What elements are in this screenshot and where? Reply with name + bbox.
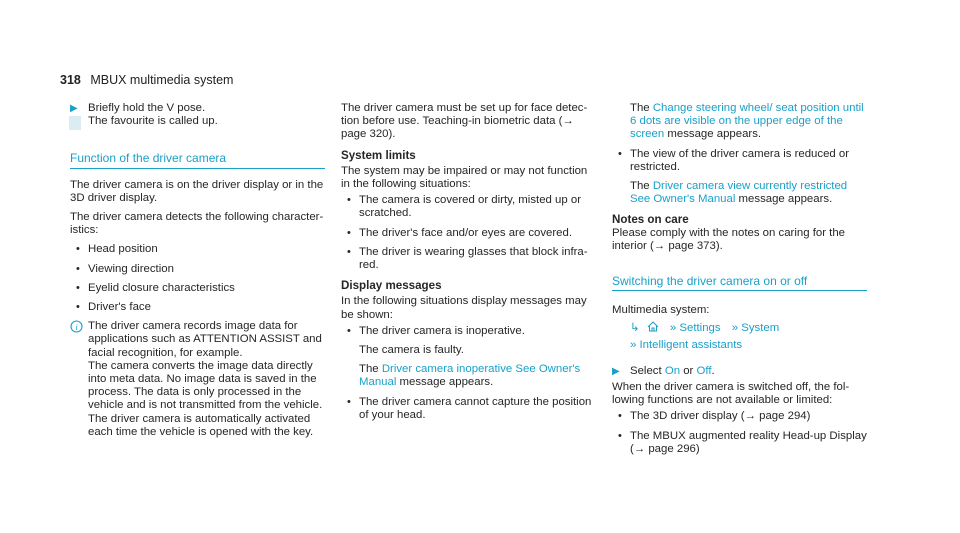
list-item: • The driver is wearing glasses that block infrared. xyxy=(347,245,588,272)
paragraph: In the following situations display messages may be shown: xyxy=(341,295,587,321)
column-3 xyxy=(612,102,867,456)
list-item: • The driver's face and/or eyes are covered. xyxy=(347,226,573,239)
list-item: • The 3D driver display (→ page 294) xyxy=(618,410,811,423)
subheading-system-limits: System limits xyxy=(341,148,416,162)
info-icon xyxy=(70,320,83,333)
paragraph: The driver camera must be set up for face detection before use. Teaching-in biometric data (→ page 320). xyxy=(341,102,588,141)
svg-text:i: i xyxy=(75,322,78,333)
list-subtext: The camera is faulty. xyxy=(359,344,464,357)
list-item: • The MBUX augmented reality Head-up Display (→ page 296) xyxy=(618,429,867,455)
list-item: • Eyelid closure characteristics xyxy=(76,281,235,294)
note-text: The camera converts the image data directly into meta data. No image data is saved in the process. The data is only processed in the vehicle and is not transmitted from the vehicle. xyxy=(88,359,323,412)
paragraph: The driver camera is on the driver display or in the 3D driver display. xyxy=(70,178,324,204)
header-title: MBUX multimedia system xyxy=(90,73,234,87)
return-arrow-icon: ↳ xyxy=(630,322,640,335)
step-result: The favourite is called up. xyxy=(88,115,218,128)
chevron-right-icon: » xyxy=(731,322,739,335)
step-text: Briefly hold the V pose. xyxy=(88,102,206,114)
display-message: Change steering wheel/ seat position until 6 dots are visible on the upper edge of the screen xyxy=(630,102,864,141)
list-subtext: The Driver camera inoperative See Owner's Manual message appears. xyxy=(359,363,581,389)
menu-settings[interactable]: Settings xyxy=(679,322,721,335)
chevron-right-icon: » xyxy=(630,338,637,351)
paragraph: The driver camera detects the following characteristics: xyxy=(70,211,324,237)
note-text: The driver camera records image data for applications such as ATTENTION ASSIST and facial recognition, for example. xyxy=(88,320,322,359)
display-message: Driver camera inoperative See Owner's Manual xyxy=(359,363,581,389)
paragraph: The system may be impaired or may not function in the following situations: xyxy=(341,164,588,191)
step-arrow-icon: ▶ xyxy=(612,365,620,377)
column-2 xyxy=(341,102,596,422)
list-item: • The driver camera is inoperative. The camera is faulty. The Driver camera inoperative See Owner's Manual message appears. xyxy=(341,325,596,390)
display-message: Driver camera view currently restricted See Owner's Manual xyxy=(630,180,848,206)
highlight-bar xyxy=(69,116,81,130)
list-item: • The driver camera cannot capture the position of your head. xyxy=(347,395,592,421)
paragraph: Multimedia system: xyxy=(612,304,710,317)
subheading-display-messages: Display messages xyxy=(341,279,442,293)
step-item xyxy=(70,102,325,128)
subheading-notes-on-care: Notes on care xyxy=(612,213,689,227)
list-subtext: The Driver camera view currently restricted See Owner's Manual message appears. xyxy=(630,180,848,206)
column-1 xyxy=(70,102,325,439)
paragraph: Please comply with the notes on caring for the interior (→ page 373). xyxy=(612,226,846,252)
page-number: 318 xyxy=(60,73,81,87)
list-item: • Viewing direction xyxy=(76,262,174,275)
list-item: • The camera is covered or dirty, misted up or scratched. xyxy=(347,194,581,220)
page-header xyxy=(60,73,233,87)
step-item: ▶ Select On or Off. xyxy=(612,364,715,377)
menu-path xyxy=(612,321,867,351)
option-off[interactable]: Off xyxy=(696,364,712,377)
list-subtext: The Change steering wheel/ seat position until 6 dots are visible on the upper edge of the screen message appears. xyxy=(630,102,864,141)
list-item: • Head position xyxy=(76,243,158,256)
note-block xyxy=(70,320,325,439)
menu-intelligent-assistants[interactable]: Intelligent assistants xyxy=(639,338,743,351)
list-item: • Driver's face xyxy=(76,301,151,314)
menu-system[interactable]: System xyxy=(741,322,780,335)
section-title-switching: Switching the driver camera on or off xyxy=(612,275,867,291)
option-on[interactable]: On xyxy=(664,364,681,377)
chevron-right-icon: » xyxy=(669,322,677,335)
home-icon[interactable] xyxy=(647,321,659,332)
step-arrow-icon: ▶ xyxy=(70,103,78,114)
section-title-function: Function of the driver camera xyxy=(70,152,325,168)
note-text: The driver camera is automatically activated each time the vehicle is opened with the key. xyxy=(88,412,314,438)
paragraph: When the driver camera is switched off, the following functions are not available or limited: xyxy=(612,381,850,407)
list-item: • The view of the driver camera is reduced or restricted. The Driver camera view currently restricted See Owner's Manual message appears. xyxy=(612,148,867,207)
